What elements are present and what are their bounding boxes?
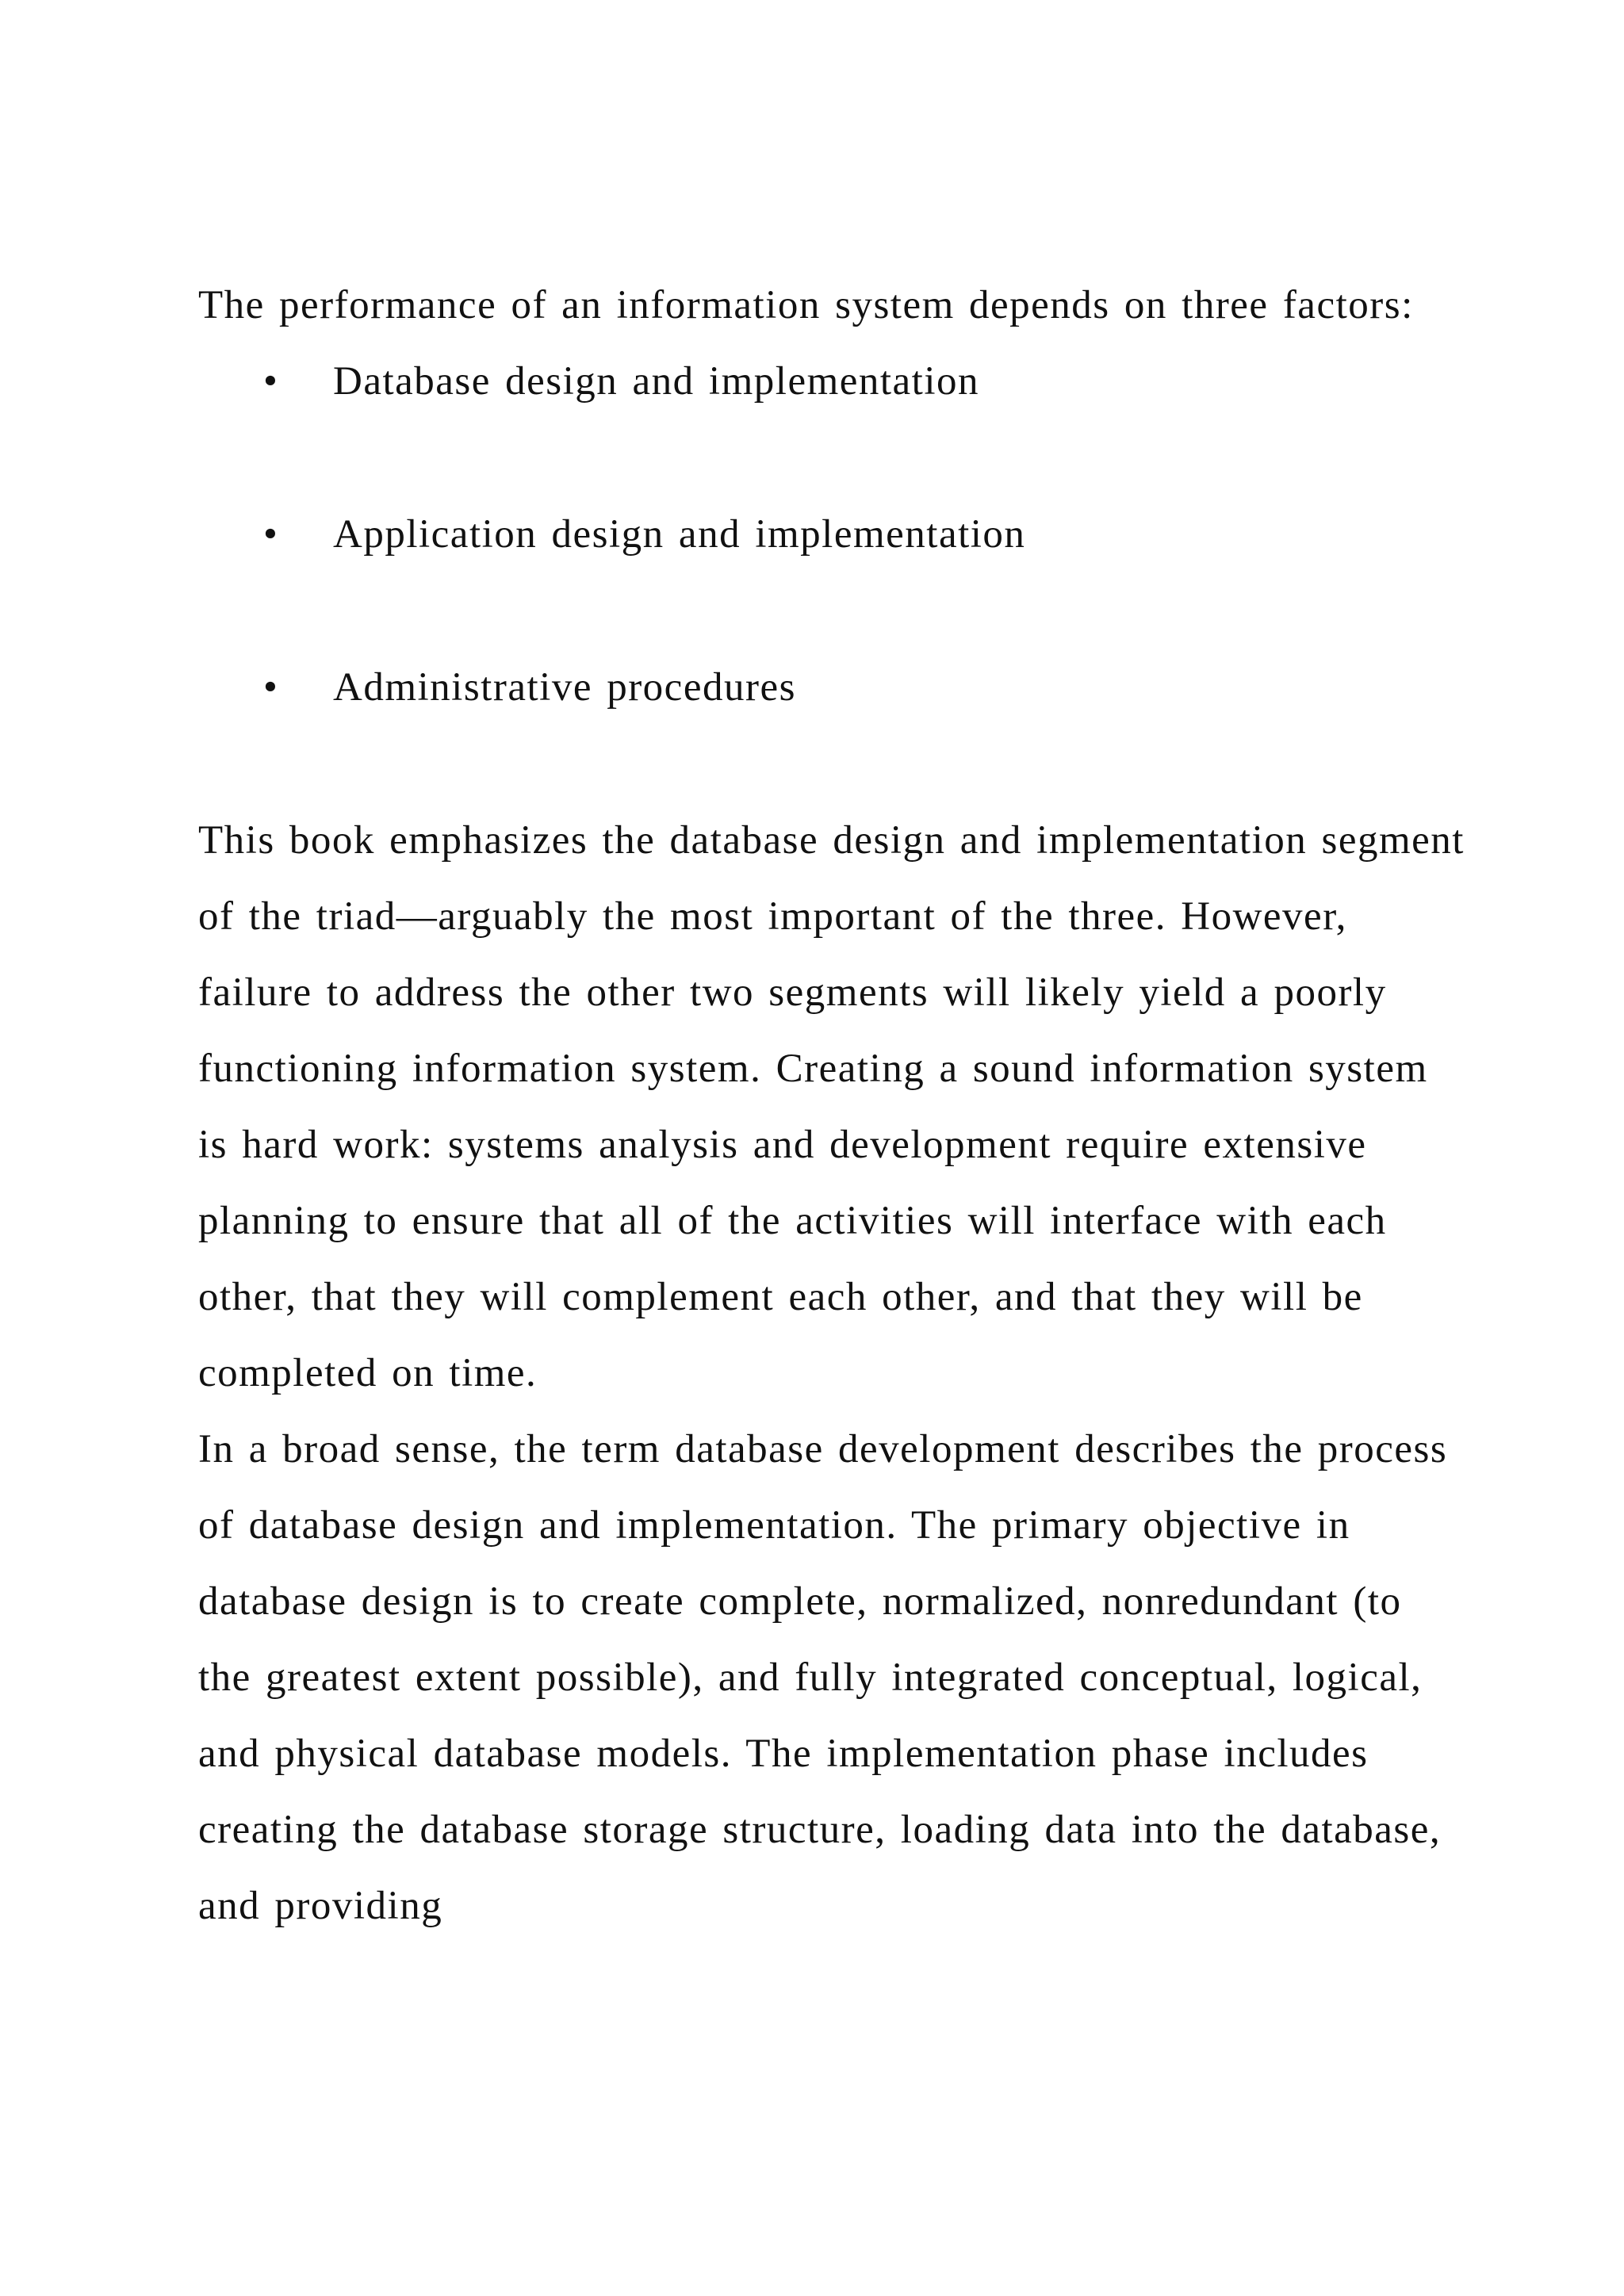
list-item <box>198 649 1467 725</box>
list-item <box>198 343 1467 419</box>
bullet-icon: • <box>263 512 279 557</box>
body-paragraph: This book emphasizes the database design and implementation segment of the triad—arguably the most important of the three. However, failure to address the other two segments will likely yield a poorly functioning information system. Creating a sound information system is hard work: systems analysis and development require extensive planning to ensure that all of the activities will interface with each other, that they will complement each other, and that they will be completed on time. <box>198 818 1465 1395</box>
bullet-icon: • <box>263 359 279 404</box>
list-item <box>198 496 1467 572</box>
list-item-text: Application design and implementation <box>333 512 1026 557</box>
list-item-text: Database design and implementation <box>333 359 980 404</box>
list-item-text: Administrative procedures <box>333 665 796 710</box>
body-paragraph: In a broad sense, the term database development describes the process of database design and implementation. The primary objective in database design is to create complete, normalized, nonredundant (to the greatest extent possible), and fully integrated conceptual, logical, and physical database models. The implementation phase includes creating the database storage structure, loading data into the database, and providing <box>198 1427 1448 1928</box>
factor-list <box>198 343 1467 725</box>
intro-paragraph: The performance of an information system depends on three factors: <box>198 283 1414 327</box>
document-body <box>198 267 1467 1944</box>
bullet-icon: • <box>263 665 279 710</box>
